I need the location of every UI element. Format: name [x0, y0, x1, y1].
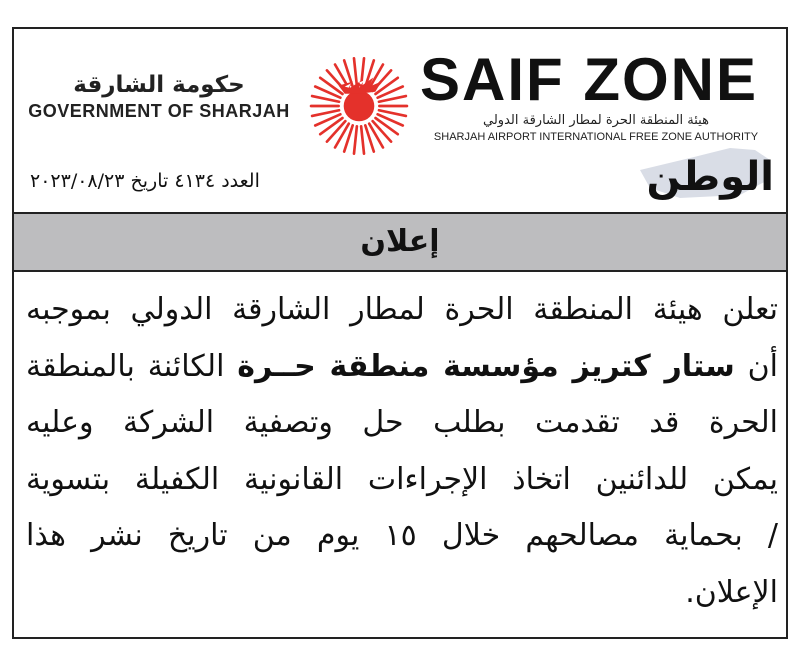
emblem-ray — [379, 110, 406, 116]
saif-zone-arabic-tagline: هيئة المنطقة الحرة لمطار الشارقة الدولي — [483, 113, 709, 128]
announcement-body — [26, 282, 778, 621]
body-line-5: / بحماية مصالحهم خلال ١٥ يوم من تاريخ نشر هذا — [26, 518, 778, 553]
emblem-ray — [354, 126, 357, 153]
newspaper-logo — [620, 140, 780, 210]
emblem-ray — [379, 96, 406, 102]
saif-zone-emblem-icon — [308, 55, 410, 157]
announcement-title: إعلان — [360, 224, 440, 259]
saif-zone-wordmark: SAIF ZONE — [420, 46, 759, 113]
company-name: ستار كتريز مؤسسة منطقة حــرة — [237, 348, 735, 384]
emblem-ray — [312, 110, 339, 116]
body-line-1: تعلن هيئة المنطقة الحرة لمطار الشارقة الدولي بموجبه — [26, 292, 778, 327]
emblem-ray — [361, 126, 364, 153]
government-arabic-text: حكومة الشارقة — [73, 72, 245, 98]
emblem-ray — [312, 96, 339, 102]
body-line-2-suffix: الكائنة بالمنطقة — [26, 348, 225, 384]
body-line-4: يمكن للدائنين اتخاذ الإجراءات القانونية الكفيلة بتسوية — [26, 461, 778, 497]
emblem-ray — [354, 58, 357, 85]
saif-zone-logo — [420, 48, 772, 144]
issue-number-date: العدد ٤١٣٤ تاريخ ٢٠٢٣/٠٨/٢٣ — [30, 170, 260, 192]
saif-zone-english-tagline: SHARJAH AIRPORT INTERNATIONAL FREE ZONE AUTHORITY — [433, 131, 759, 143]
government-english-text: GOVERNMENT OF SHARJAH — [28, 101, 290, 121]
announcement-title-bar — [14, 212, 786, 272]
government-of-sharjah-logo — [28, 70, 290, 130]
body-line-2 — [26, 339, 778, 396]
body-line-3: الحرة قد تقدمت بطلب حل وتصفية الشركة وعليه — [26, 405, 778, 440]
newspaper-name: الوطن — [646, 154, 774, 200]
body-line-6: الإعلان. — [685, 574, 778, 610]
body-line-2-prefix: أن — [747, 348, 778, 384]
